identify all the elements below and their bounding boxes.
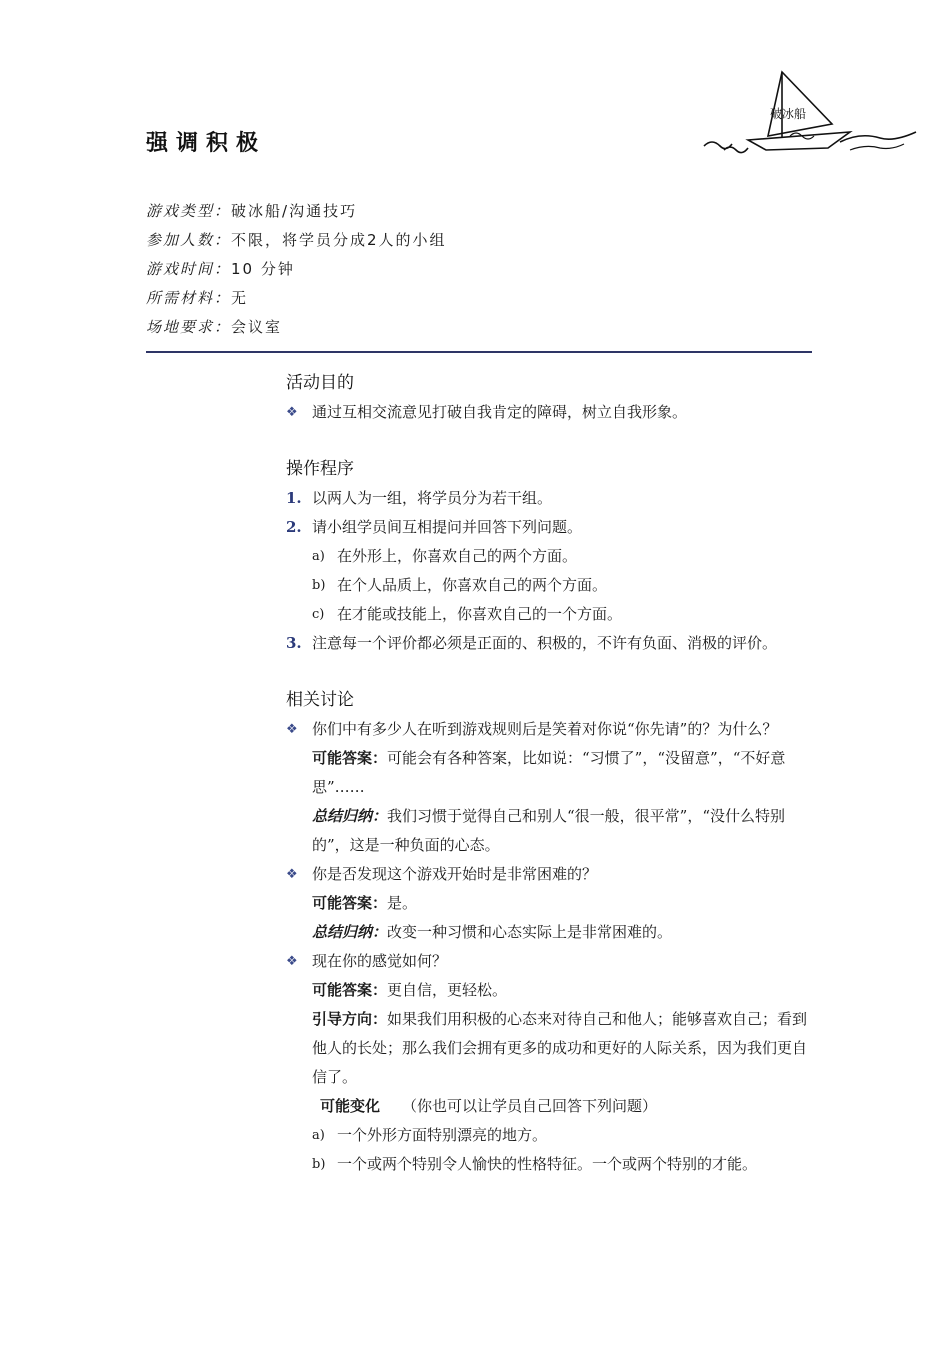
variation-item: b) 一个或两个特别令人愉快的性格特征。一个或两个特别的才能。 (312, 1155, 758, 1173)
guidance: 引导方向：如果我们用积极的心态来对待自己和他人；能够喜欢自己；看到他人的长处；那么我们会拥有更多的成功和更好的人际关系，因为我们更自信了。 (312, 1010, 808, 1086)
discussion-question: ❖ 你们中有多少人在听到游戏规则后是笑着对你说“你先请”的？为什么？ (286, 715, 811, 744)
procedure-step: 3. 注意每一个评价都必须是正面的、积极的，不许有负面、消极的评价。 (286, 634, 778, 652)
discussion-question: ❖ 现在你的感觉如何？ (286, 947, 811, 976)
possible-answer: 可能答案：是。 (312, 894, 418, 912)
procedure-sub-item: b) 在个人品质上，你喜欢自己的两个方面。 (312, 576, 608, 594)
section-divider (146, 351, 812, 353)
meta-row-materials: 所需材料：无 (146, 289, 249, 307)
logo-label: 破冰船 (770, 107, 807, 121)
possible-answer: 可能答案：可能会有各种答案，比如说：“习惯了”，“没留意”，“不好意思”…… (312, 749, 786, 796)
meta-row-venue: 场地要求：会议室 (146, 318, 283, 336)
meta-row-time: 游戏时间：10 分钟 (146, 260, 295, 278)
discussion-heading: 相关讨论 (286, 690, 354, 710)
discussion-question: ❖ 你是否发现这个游戏开始时是非常困难的？ (286, 860, 811, 889)
procedure-step: 1. 以两人为一组，将学员分为若干组。 (286, 489, 553, 507)
page-title: 强调积极 (146, 131, 267, 156)
diamond-bullet-icon: ❖ (286, 867, 298, 882)
diamond-bullet-icon: ❖ (286, 405, 298, 420)
main-content (286, 368, 811, 1179)
procedure-sub-item: c) 在才能或技能上，你喜欢自己的一个方面。 (312, 605, 623, 623)
procedure-sub-item: a) 在外形上，你喜欢自己的两个方面。 (312, 547, 578, 565)
meta-row-type: 游戏类型：破冰船/沟通技巧 (146, 202, 358, 220)
purpose-heading: 活动目的 (286, 373, 354, 393)
variation-heading: 可能变化 （你也可以让学员自己回答下列问题） (320, 1097, 658, 1115)
summary: 总结归纳：我们习惯于觉得自己和别人“很一般，很平常”，“没什么特别的”，这是一种负面的心态。 (312, 807, 786, 854)
meta-row-participants: 参加人数：不限，将学员分成2人的小组 (146, 231, 447, 249)
icebreaker-sailboat-logo (700, 66, 920, 166)
game-meta (146, 200, 447, 345)
purpose-item: ❖ 通过互相交流意见打破自我肯定的障碍，树立自我形象。 (286, 398, 811, 427)
diamond-bullet-icon: ❖ (286, 954, 298, 969)
diamond-bullet-icon: ❖ (286, 722, 298, 737)
procedure-heading: 操作程序 (286, 459, 354, 479)
variation-item: a) 一个外形方面特别漂亮的地方。 (312, 1126, 548, 1144)
procedure-step: 2. 请小组学员间互相提问并回答下列问题。 (286, 518, 583, 536)
summary: 总结归纳：改变一种习惯和心态实际上是非常困难的。 (312, 923, 673, 941)
possible-answer: 可能答案：更自信，更轻松。 (312, 981, 508, 999)
